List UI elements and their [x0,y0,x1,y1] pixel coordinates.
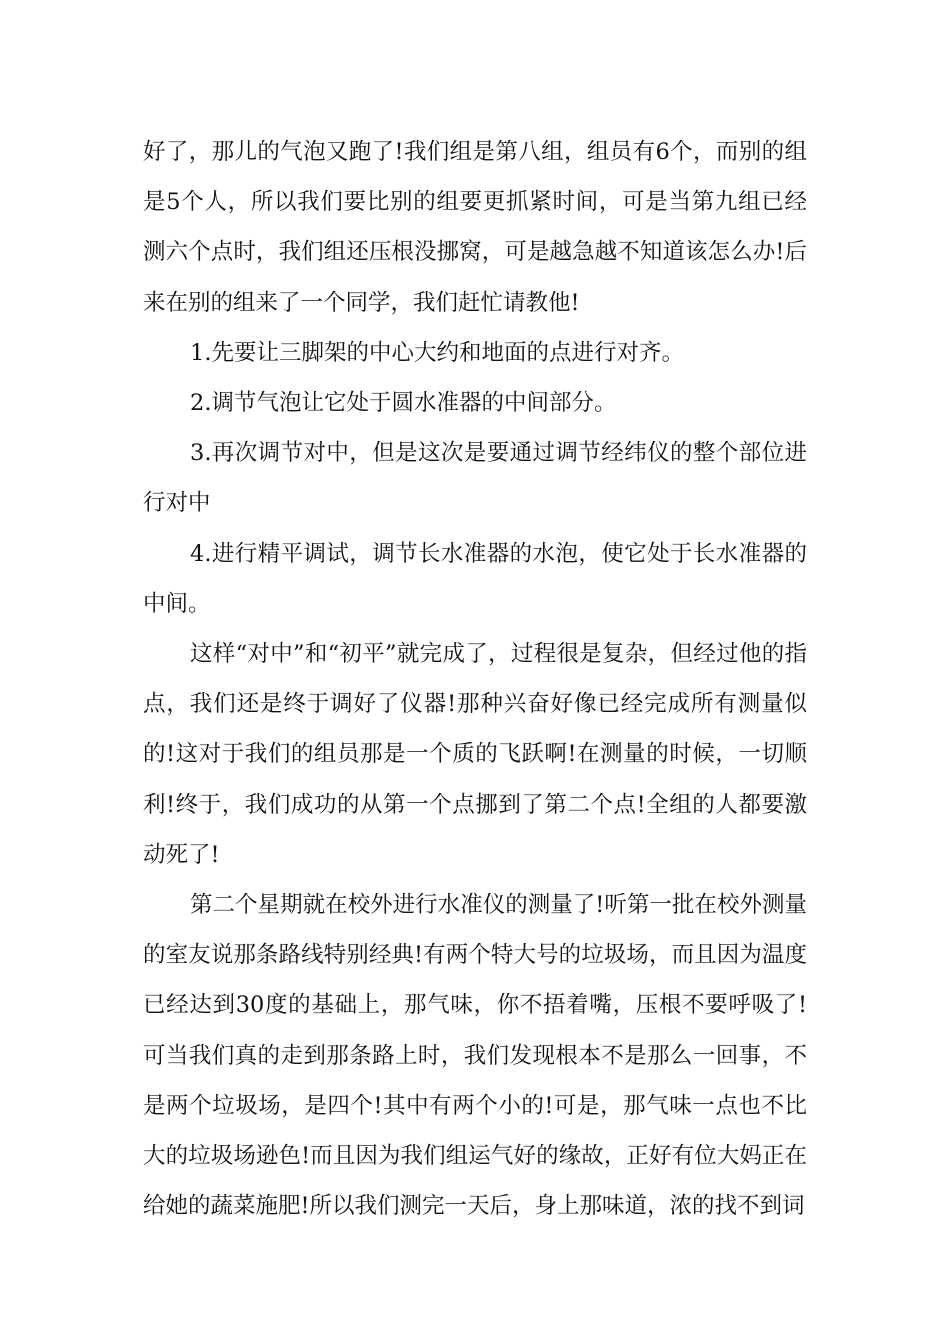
document-body [143,127,807,1231]
paragraph-group-eight-intro: 好了，那儿的气泡又跑了!我们组是第八组，组员有6个，而别的组是5个人，所以我们要比别的组要更抓紧时间，可是当第九组已经测六个点时，我们组还压根没挪窝，可是越急越不知道该怎么办!后来在别的组来了一个同学，我们赶忙请教他! [143,139,807,316]
step-2-bubble-adjust: 2.调节气泡让它处于圆水准器的中间部分。 [190,390,617,417]
step-1-tripod-align: 1.先要让三脚架的中心大约和地面的点进行对齐。 [190,339,684,366]
step-4-fine-leveling: 4.进行精平调试，调节长水准器的水泡，使它处于长水准器的中间。 [143,540,807,617]
step-3-re-centering: 3.再次调节对中，但是这次是要通过调节经纬仪的整个部位进行对中 [143,440,807,517]
paragraph-second-week: 第二个星期就在校外进行水准仪的测量了!听第一批在校外测量的室友说那条路线特别经典!有两个特大号的垃圾场，而且因为温度已经达到30度的基础上，那气味，你不捂着嘴，压根不要呼吸了!可当我们真的走到那条路上时，我们发现根本不是那么一回事，不是两个垃圾场，是四个!其中有两个小的!可是，那气味一点也不比大的垃圾场逊色!而且因为我们组运气好的缘故，正好有位大妈正在给她的蔬菜施肥!所以我们测完一天后，身上那味道，浓的找不到词 [143,892,807,1220]
paragraph-centering-done: 这样“对中”和“初平”就完成了，过程很是复杂，但经过他的指点，我们还是终于调好了仪器!那种兴奋好像已经完成所有测量似的!这对于我们的组员那是一个质的飞跃啊!在测量的时候，一切顺利!终于，我们成功的从第一个点挪到了第二个点!全组的人都要激动死了! [143,641,807,868]
